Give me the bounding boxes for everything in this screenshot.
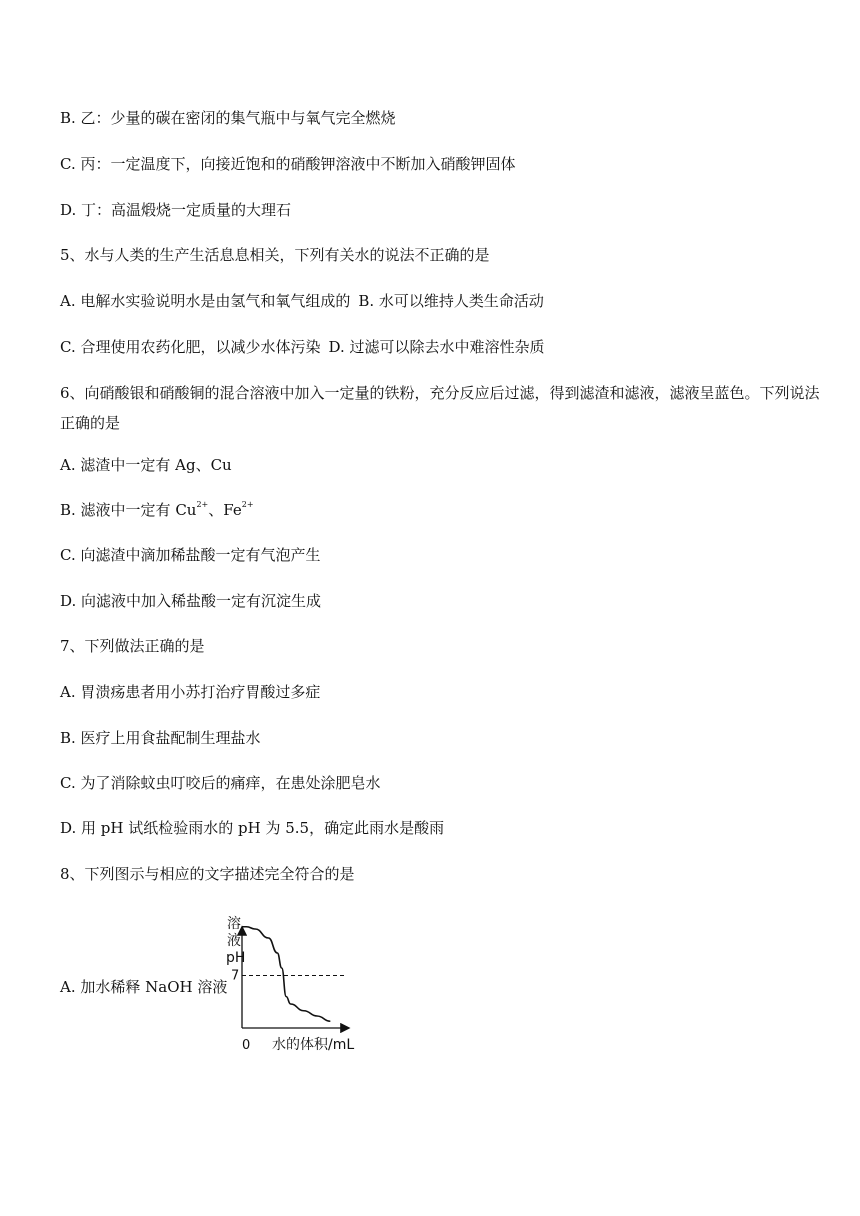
- question-5-options-ab: [60, 291, 544, 311]
- question-6-option-d: D. 向滤液中加入稀盐酸一定有沉淀生成: [60, 592, 322, 610]
- copper-ion-charge: 2+: [196, 500, 209, 509]
- y-axis-label-line-3: pH: [226, 950, 246, 966]
- question-7-stem: 7、下列做法正确的是: [60, 637, 205, 655]
- y-tick-label-7: 7: [231, 968, 240, 984]
- y-axis-label-line-1: 溶: [227, 916, 241, 932]
- question-8-option-a: A. 加水稀释 NaOH 溶液: [60, 978, 228, 996]
- iron-ion-charge: 2+: [241, 500, 254, 509]
- question-7-option-c: C. 为了消除蚊虫叮咬后的痛痒，在患处涂肥皂水: [60, 774, 381, 792]
- question-7-option-d: D. 用 pH 试纸检验雨水的 pH 为 5.5，确定此雨水是酸雨: [60, 819, 445, 837]
- origin-label: 0: [242, 1038, 251, 1053]
- question-7-option-b: B. 医疗上用食盐配制生理盐水: [60, 729, 261, 747]
- question-5-option-c: C. 合理使用农药化肥，以减少水体污染: [60, 338, 321, 356]
- question-6-option-a: A. 滤渣中一定有 Ag、Cu: [60, 456, 232, 474]
- question-5-option-d: D. 过滤可以除去水中难溶性杂质: [328, 338, 545, 356]
- question-8-stem: 8、下列图示与相应的文字描述完全符合的是: [60, 865, 355, 883]
- question-5-stem: 5、水与人类的生产生活息息相关，下列有关水的说法不正确的是: [60, 246, 490, 264]
- question-5-option-a: A. 电解水实验说明水是由氢气和氧气组成的: [60, 292, 351, 310]
- question-4-option-d: D. 丁：高温煅烧一定质量的大理石: [60, 201, 292, 219]
- question-4-option-b: B. 乙：少量的碳在密闭的集气瓶中与氧气完全燃烧: [60, 109, 396, 127]
- ph-curve: [242, 927, 330, 1022]
- question-6-option-b: [60, 500, 254, 520]
- question-7-option-a: A. 胃溃疡患者用小苏打治疗胃酸过多症: [60, 683, 321, 701]
- question-6-stem: 6、向硝酸银和硝酸铜的混合溶液中加入一定量的铁粉，充分反应后过滤，得到滤渣和滤液，滤液呈蓝色。下列说法正确的是: [60, 384, 820, 432]
- ph-dilution-chart: [220, 908, 370, 1058]
- question-4-option-c: C. 丙：一定温度下，向接近饱和的硝酸钾溶液中不断加入硝酸钾固体: [60, 155, 516, 173]
- x-axis-label: 水的体积/mL: [272, 1037, 355, 1053]
- question-5-options-cd: [60, 337, 545, 357]
- question-6-option-b-mid: 、Fe: [208, 501, 242, 519]
- question-6-option-b-prefix: B. 滤液中一定有 Cu: [60, 501, 197, 519]
- question-6-option-c: C. 向滤渣中滴加稀盐酸一定有气泡产生: [60, 546, 321, 564]
- question-5-option-b: B. 水可以维持人类生命活动: [358, 292, 544, 310]
- y-axis-label-line-2: 液: [227, 933, 241, 949]
